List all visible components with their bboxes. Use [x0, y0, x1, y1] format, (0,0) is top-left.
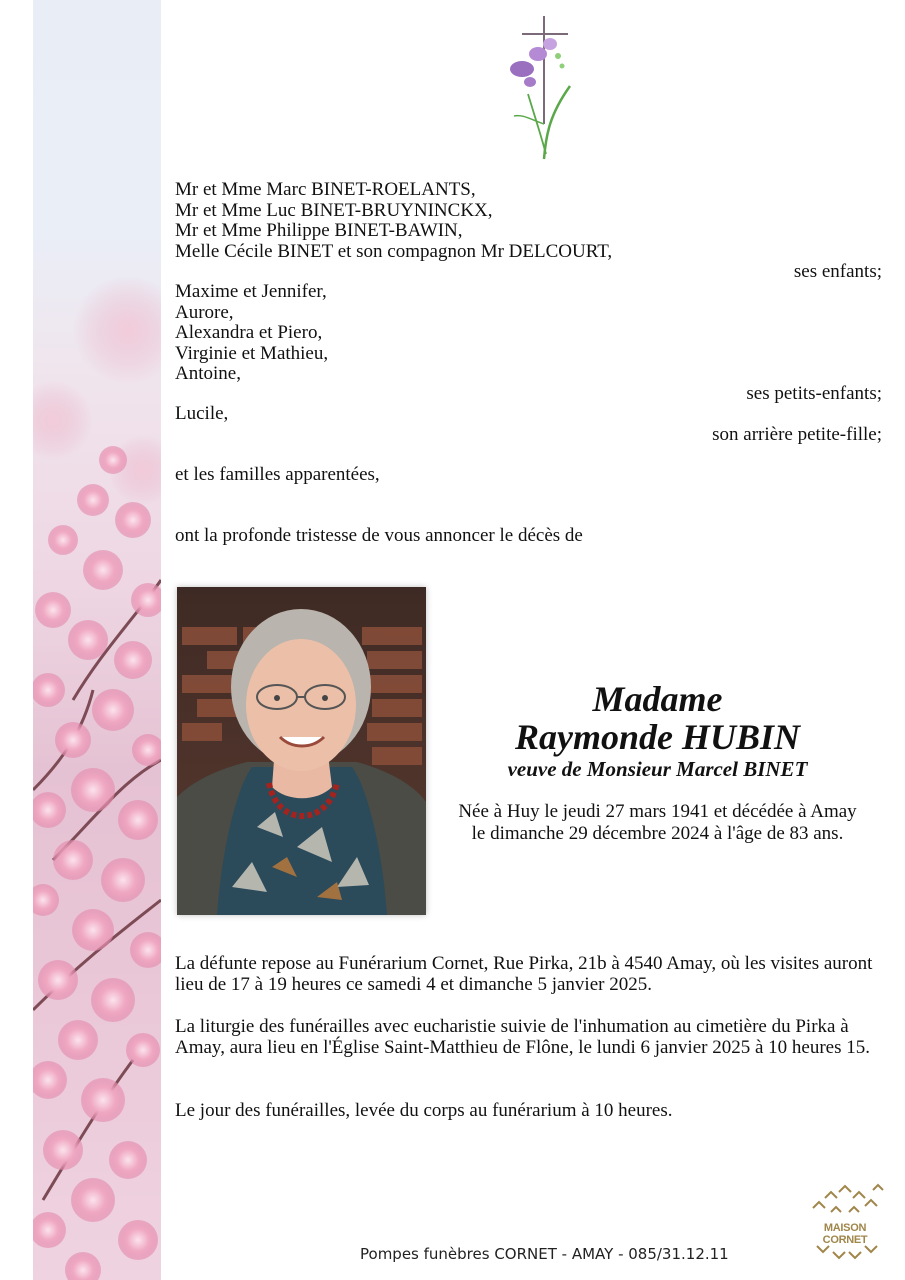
cherry-blossom-strip: [33, 0, 161, 1280]
children-role: ses enfants;: [793, 261, 882, 282]
liturgy-paragraph: La liturgie des funérailles avec eucharistie suivie de l'inhumation au cimetière du Pirka à Amay, aura lieu en l'Église Saint-Matthieu de Flône, le lundi 6 janvier 2025 à 10 heures 15.: [175, 1016, 870, 1058]
grandchild-line: Aurore,: [175, 301, 234, 323]
grandchild-line: Virginie et Mathieu,: [175, 342, 329, 364]
child-line: Mr et Mme Philippe BINET-BAWIN,: [175, 220, 463, 241]
deceased-title: Madame: [592, 679, 723, 719]
cherry-blossom-branch-icon: [33, 0, 161, 1280]
deceased-portrait: [177, 587, 426, 915]
death-line: le dimanche 29 décembre 2024 à l'âge de 83 ans.: [471, 823, 844, 844]
child-line: Mr et Mme Marc BINET-ROELANTS,: [175, 179, 476, 200]
great-grandchild-line: Lucile,: [175, 403, 229, 424]
cross-with-flower-icon: [500, 14, 590, 164]
maison-cornet-logo: [803, 1178, 887, 1268]
child-line: Mr et Mme Luc BINET-BRUYNINCKX,: [175, 199, 493, 221]
great-grandchild: [175, 404, 228, 425]
great-grandchild-role: son arrière petite-fille;: [712, 424, 882, 445]
levee-paragraph: Le jour des funérailles, levée du corps au funérarium à 10 heures.: [175, 1100, 673, 1121]
logo-text: MAISON CORNET: [822, 1222, 868, 1246]
grandchild-line: Alexandra et Piero,: [175, 322, 323, 343]
deceased-name: Raymonde HUBIN: [514, 717, 800, 757]
logo-birds-lower-icon: [803, 1238, 887, 1268]
deceased-name-block: [430, 680, 885, 845]
relatives-line: et les familles apparentées,: [175, 464, 380, 485]
children-list: [175, 180, 612, 262]
logo-birds-icon: [803, 1178, 887, 1222]
announcement-line: ont la profonde tristesse de vous annoncer le décès de: [175, 525, 583, 546]
grandchildren-list: [175, 282, 328, 385]
life-dates: [430, 801, 885, 845]
widow-of: veuve de Monsieur Marcel BINET: [507, 757, 808, 781]
footer-contact: Pompes funèbres CORNET - AMAY - 085/31.12.11: [360, 1245, 729, 1263]
repose-paragraph: La défunte repose au Funérarium Cornet, Rue Pirka, 21b à 4540 Amay, où les visites auront lieu de 17 à 19 heures ce samedi 4 et dimanche 5 janvier 2025.: [175, 953, 873, 995]
child-line: Melle Cécile BINET et son compagnon Mr DELCOURT,: [175, 240, 613, 262]
grandchild-line: Antoine,: [175, 363, 241, 384]
birth-line: Née à Huy le jeudi 27 mars 1941 et décédée à Amay: [458, 801, 857, 822]
grandchildren-role: ses petits-enfants;: [746, 383, 882, 404]
grandchild-line: Maxime et Jennifer,: [175, 281, 327, 302]
